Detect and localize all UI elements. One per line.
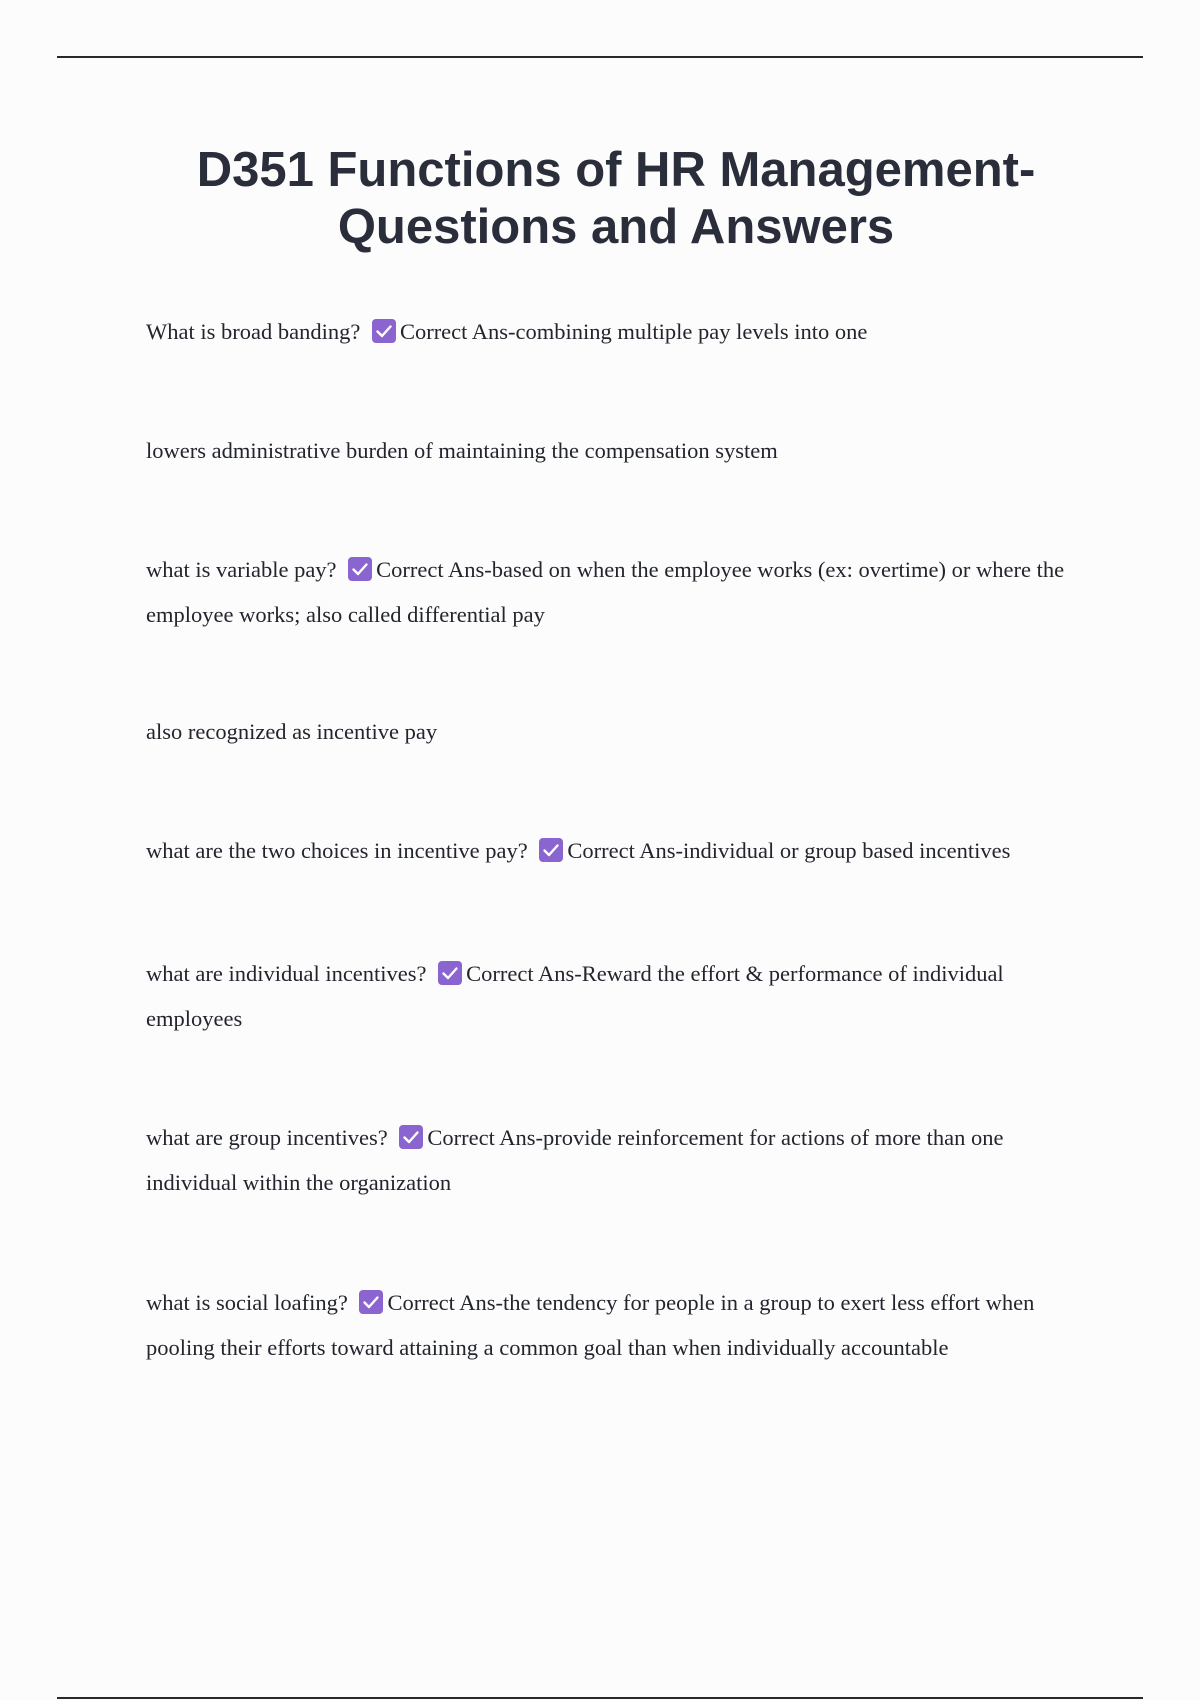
answer-text: Correct Ans-combining multiple pay levels into one <box>399 319 868 344</box>
checkbox-checked-icon <box>359 1290 383 1314</box>
document-title <box>100 142 1132 256</box>
question-text: What is broad banding? <box>146 319 361 344</box>
question-text: what are group incentives? <box>146 1125 388 1150</box>
question-text: what are individual incentives? <box>146 961 427 986</box>
answer-text: Correct Ans-the tendency for people in a group to exert less effort when pooling their efforts toward attaining a common goal than when individually accountable <box>146 1290 1035 1360</box>
question-text: what is variable pay? <box>146 557 337 582</box>
question-text: what is social loafing? <box>146 1290 348 1315</box>
answer-text: Correct Ans-Reward the effort & performance of individual employees <box>146 961 1004 1031</box>
answer-text: Correct Ans-individual or group based incentives <box>567 838 1011 863</box>
answer-text: Correct Ans-based on when the employee works (ex: overtime) or where the employee works; also called differential pay <box>146 557 1065 627</box>
note-text: also recognized as incentive pay <box>146 719 438 744</box>
title-line-2: Questions and Answers <box>337 200 895 254</box>
checkbox-checked-icon <box>539 838 563 862</box>
top-rule <box>57 56 1143 58</box>
qa-item <box>146 1280 1086 1370</box>
qa-item <box>146 1115 1086 1205</box>
checkbox-checked-icon <box>372 319 396 343</box>
checkbox-checked-icon <box>399 1125 423 1149</box>
answer-text: Correct Ans-provide reinforcement for actions of more than one individual within the organization <box>146 1125 1004 1195</box>
checkbox-checked-icon <box>438 961 462 985</box>
bottom-rule <box>57 1697 1143 1699</box>
note-text: lowers administrative burden of maintaining the compensation system <box>146 438 778 463</box>
title-line-1: D351 Functions of HR Management- <box>196 143 1036 197</box>
question-text: what are the two choices in incentive pay? <box>146 838 528 863</box>
qa-item <box>146 547 1086 637</box>
checkbox-checked-icon <box>348 557 372 581</box>
qa-item <box>146 951 1086 1041</box>
qa-item <box>146 309 1086 354</box>
qa-item <box>146 828 1086 873</box>
